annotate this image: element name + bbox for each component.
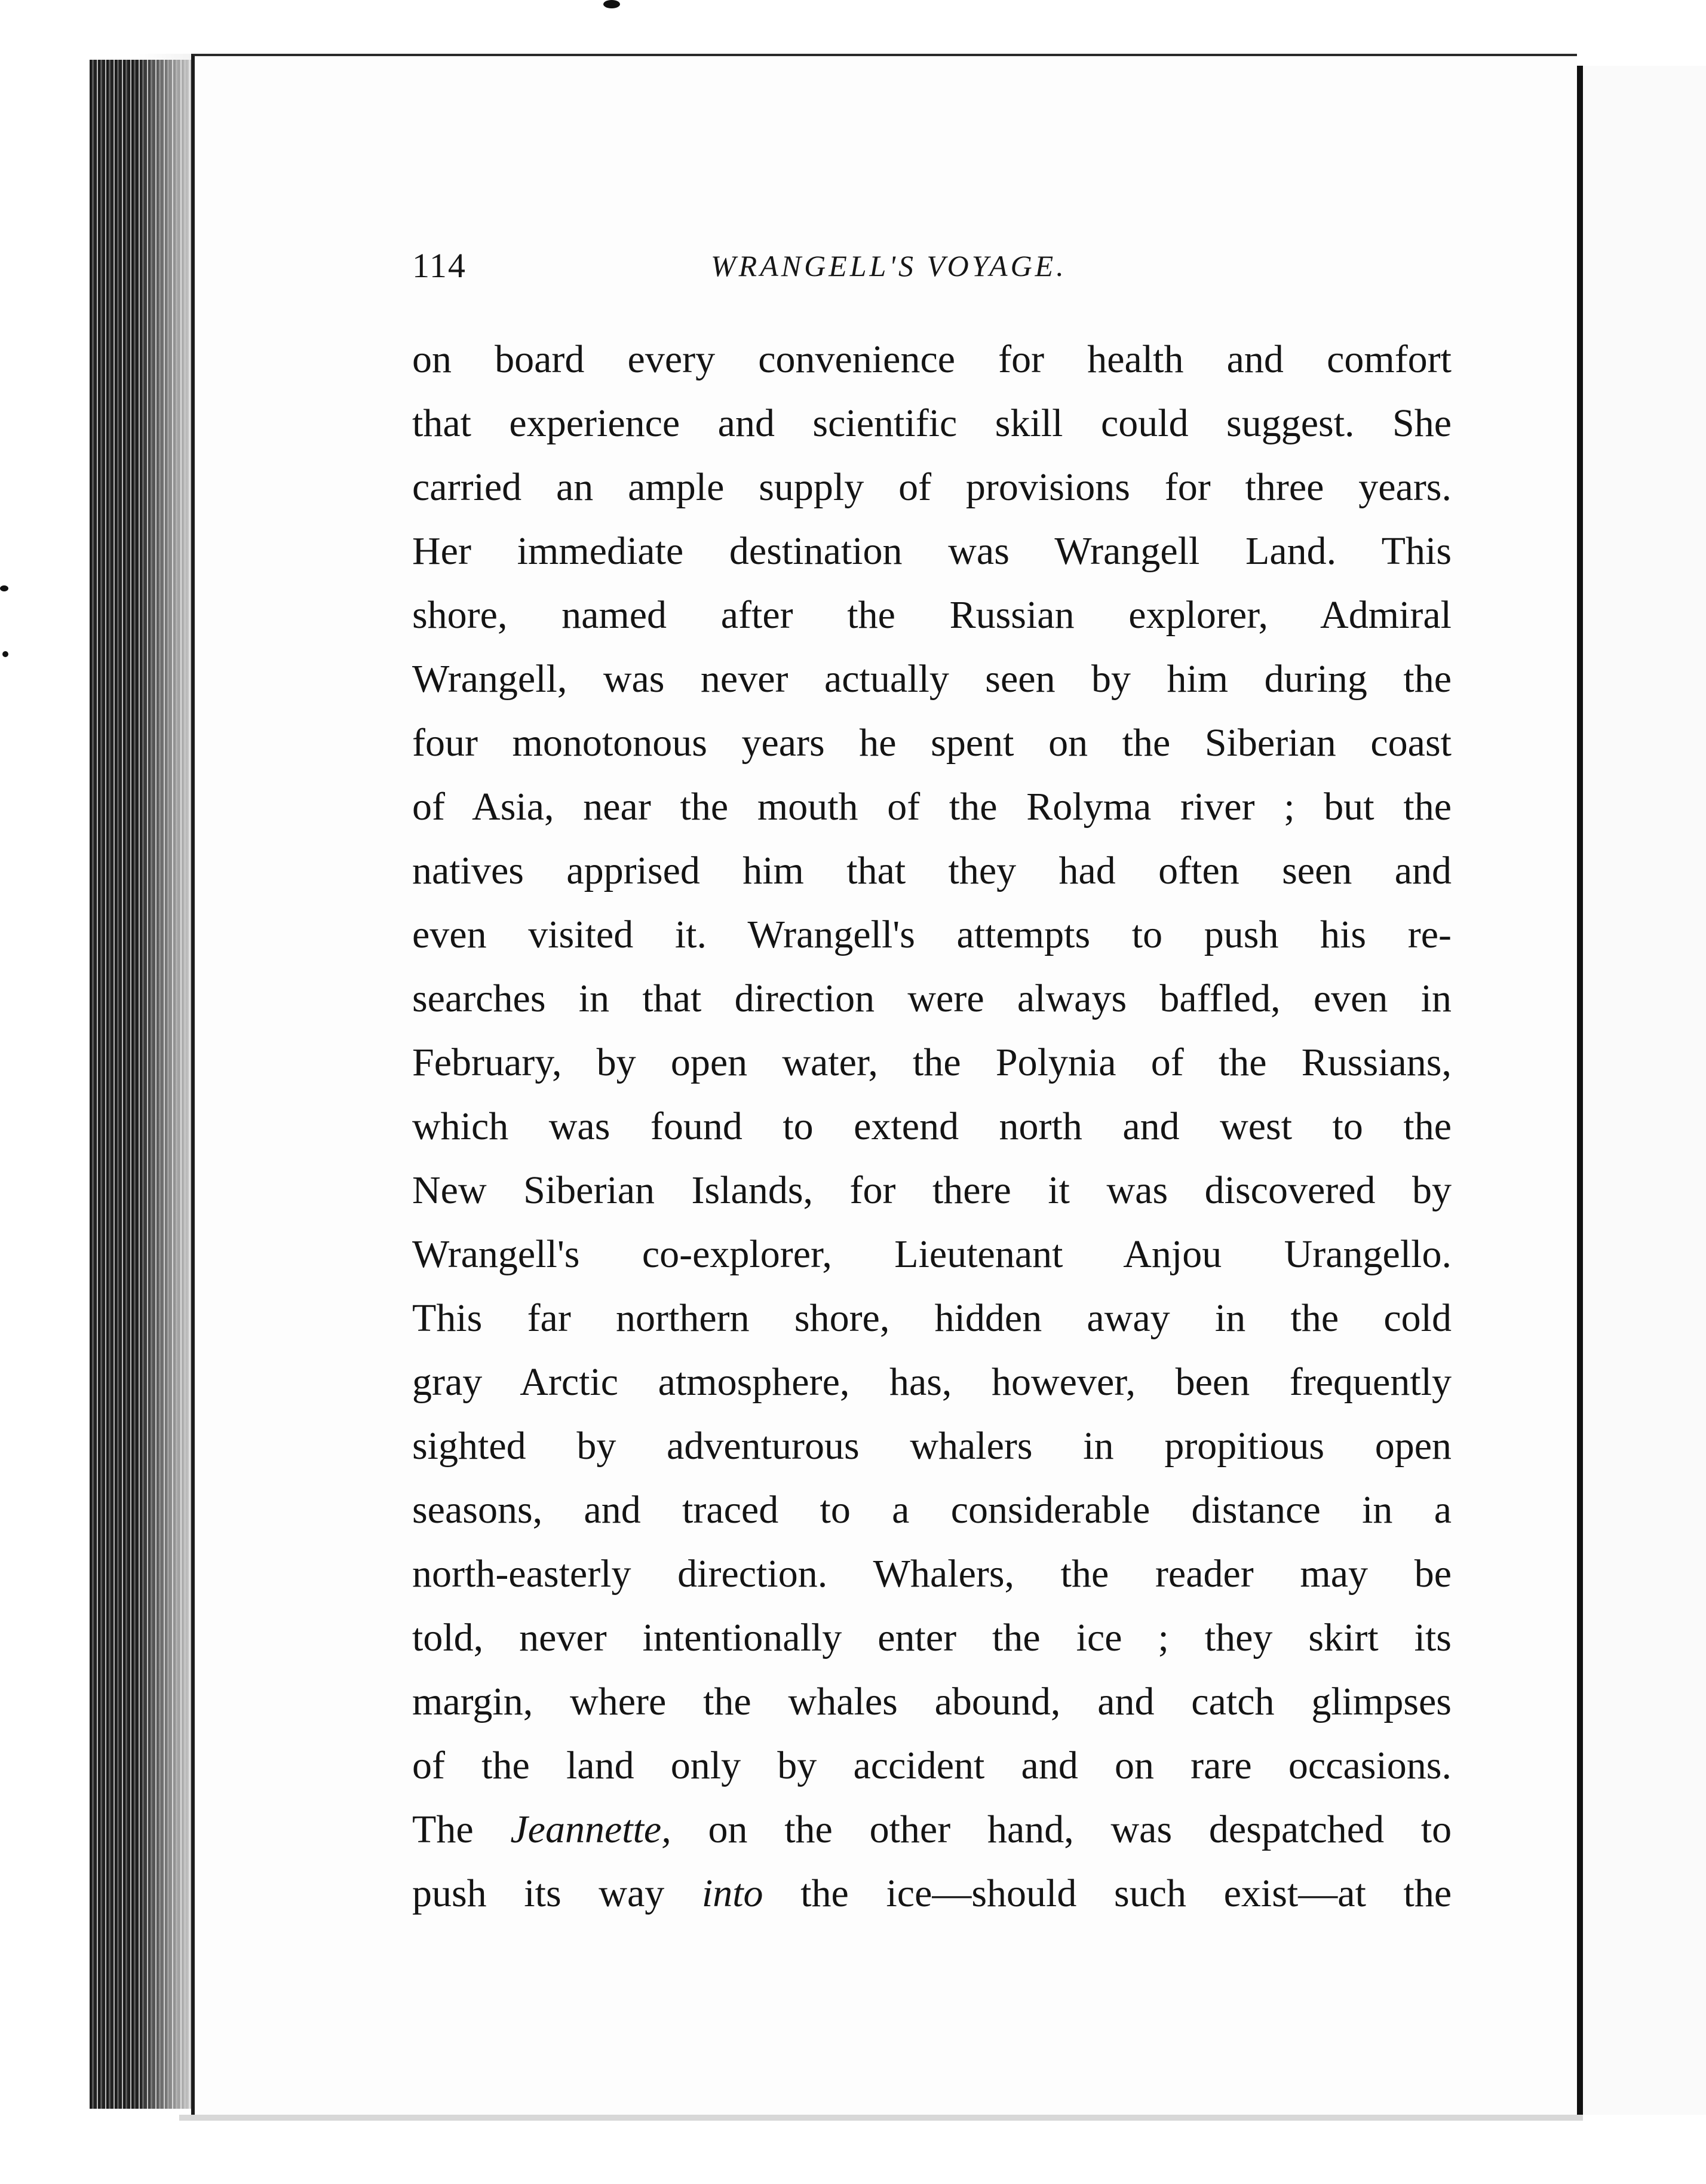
running-title: WRANGELL'S VOYAGE. (711, 249, 1067, 283)
text-line: that experience and scientific skill could suggest. She (412, 401, 1452, 445)
text-line: sighted by adventurous whalers in propitious open (412, 1424, 1452, 1468)
text-line: north-easterly direction. Whalers, the reader may be (412, 1552, 1452, 1596)
text-line: even visited it. Wrangell's attempts to push his re- (412, 913, 1452, 956)
text-line (412, 1797, 1452, 1861)
scan-speck (0, 585, 8, 591)
text-line: seasons, and traced to a considerable distance in a (412, 1488, 1452, 1532)
text-line: told, never intentionally enter the ice ; they skirt its (412, 1616, 1452, 1660)
text-line: of Asia, near the mouth of the Rolyma river ; but the (412, 785, 1452, 829)
text-line: natives apprised him that they had often seen and (412, 849, 1452, 892)
text-line: shore, named after the Russian explorer, Admiral (412, 593, 1452, 637)
text-segment: The (412, 1808, 511, 1851)
text-line: Her immediate destination was Wrangell Land. This (412, 529, 1452, 573)
text-line: four monotonous years he spent on the Siberian coast (412, 721, 1452, 765)
text-line: carried an ample supply of provisions for three years. (412, 465, 1452, 509)
facing-page-edge (1583, 66, 1706, 2115)
page-bottom-shadow (179, 2115, 1583, 2121)
page-number: 114 (412, 246, 467, 285)
text-segment: push its way (412, 1872, 702, 1915)
italic-text-segment: Jeannette, (510, 1808, 671, 1851)
text-line (412, 1861, 1452, 1925)
text-segment: on the other hand, was despatched to (671, 1808, 1452, 1851)
text-line: on board every convenience for health and comfort (412, 338, 1452, 381)
running-head (412, 242, 1201, 290)
gutter-fold-line (1577, 66, 1583, 2115)
text-line: Wrangell's co-explorer, Lieutenant Anjou Urangello. (412, 1232, 1452, 1276)
scan-speck (603, 0, 620, 8)
text-line: This far northern shore, hidden away in the cold (412, 1296, 1452, 1340)
text-line: searches in that direction were always baffled, even in (412, 977, 1452, 1020)
page-edges-fade (137, 54, 197, 2109)
text-line: New Siberian Islands, for there it was discovered by (412, 1168, 1452, 1212)
text-line: which was found to extend north and west to the (412, 1105, 1452, 1148)
body-text (412, 327, 1452, 1925)
text-segment: the ice—should such exist—at the (763, 1872, 1452, 1915)
text-line: of the land only by accident and on rare occasions. (412, 1744, 1452, 1787)
italic-text-segment: into (701, 1872, 763, 1915)
scan-speck (2, 651, 8, 657)
text-line: margin, where the whales abound, and catch glimpses (412, 1680, 1452, 1723)
text-line: Wrangell, was never actually seen by him during the (412, 657, 1452, 701)
text-line: February, by open water, the Polynia of the Russians, (412, 1041, 1452, 1084)
text-line: gray Arctic atmosphere, has, however, been frequently (412, 1360, 1452, 1404)
